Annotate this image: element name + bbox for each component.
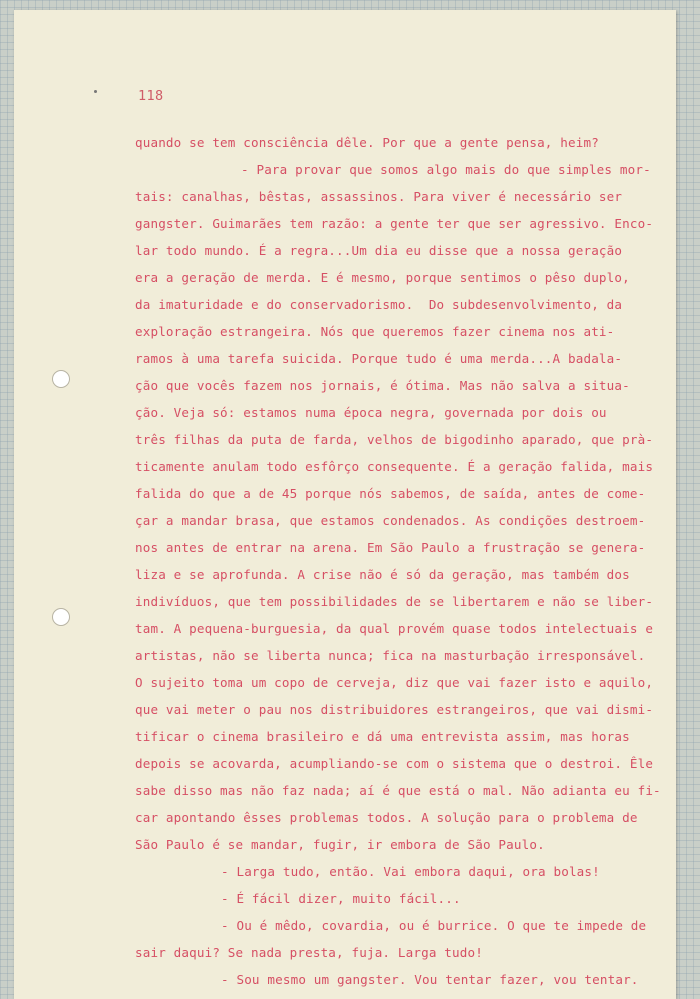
text-line: ticamente anulam todo esfôrço consequente. É a geração falida, mais <box>135 459 654 474</box>
text-line: tificar o cinema brasileiro e dá uma entrevista assim, mas horas <box>135 729 630 744</box>
text-line: - Larga tudo, então. Vai embora daqui, ora bolas! <box>221 864 600 879</box>
text-line: gangster. Guimarães tem razão: a gente ter que ser agressivo. Enco- <box>135 216 654 231</box>
text-line: O sujeito toma um copo de cerveja, diz que vai fazer isto e aquilo, <box>135 675 654 690</box>
punch-hole-lower <box>52 608 70 626</box>
text-line: tais: canalhas, bêstas, assassinos. Para viver é necessário ser <box>135 189 623 204</box>
text-line: São Paulo é se mandar, fugir, ir embora de São Paulo. <box>135 837 545 852</box>
text-line: artistas, não se liberta nunca; fica na masturbação irresponsável. <box>135 648 646 663</box>
text-line: indivíduos, que tem possibilidades de se libertarem e não se liber- <box>135 594 654 609</box>
text-line: ramos à uma tarefa suicida. Porque tudo é uma merda...A badala- <box>135 351 623 366</box>
text-line: sair daqui? Se nada presta, fuja. Larga tudo! <box>135 945 483 960</box>
text-line: çar a mandar brasa, que estamos condenados. As condições destroem- <box>135 513 646 528</box>
text-line: - Sou mesmo um gangster. Vou tentar fazer, vou tentar. <box>221 972 639 987</box>
text-line: exploração estrangeira. Nós que queremos fazer cinema nos ati- <box>135 324 615 339</box>
text-line: car apontando êsses problemas todos. A solução para o problema de <box>135 810 638 825</box>
text-line: que vai meter o pau nos distribuidores estrangeiros, que vai dismi- <box>135 702 654 717</box>
text-line: quando se tem consciência dêle. Por que a gente pensa, heim? <box>135 135 599 150</box>
text-line: - Ou é mêdo, covardia, ou é burrice. O que te impede de <box>221 918 647 933</box>
typewritten-page <box>14 10 676 999</box>
text-line: ção que vocês fazem nos jornais, é ótima. Mas não salva a situa- <box>135 378 630 393</box>
text-line: era a geração de merda. E é mesmo, porque sentimos o pêso duplo, <box>135 270 630 285</box>
text-line: nos antes de entrar na arena. Em São Paulo a frustração se genera- <box>135 540 646 555</box>
text-line: sabe disso mas não faz nada; aí é que está o mal. Não adianta eu fi- <box>135 783 661 798</box>
text-line: lar todo mundo. É a regra...Um dia eu disse que a nossa geração <box>135 243 623 258</box>
page-number: 118 <box>138 88 164 104</box>
text-line: liza e se aprofunda. A crise não é só da geração, mas também dos <box>135 567 630 582</box>
text-line: - É fácil dizer, muito fácil... <box>221 891 461 906</box>
text-line: tam. A pequena-burguesia, da qual provém quase todos intelectuais e <box>135 621 654 636</box>
text-line: da imaturidade e do conservadorismo. Do subdesenvolvimento, da <box>135 297 623 312</box>
punch-hole-upper <box>52 370 70 388</box>
text-line: falida do que a de 45 porque nós sabemos, de saída, antes de come- <box>135 486 646 501</box>
ink-dot <box>94 90 97 93</box>
text-line: depois se acovarda, acumpliando-se com o sistema que o destroi. Êle <box>135 756 654 771</box>
text-line: três filhas da puta de farda, velhos de bigodinho aparado, que prà- <box>135 432 654 447</box>
text-line: - Para provar que somos algo mais do que simples mor- <box>241 162 651 177</box>
text-line: ção. Veja só: estamos numa época negra, governada por dois ou <box>135 405 607 420</box>
